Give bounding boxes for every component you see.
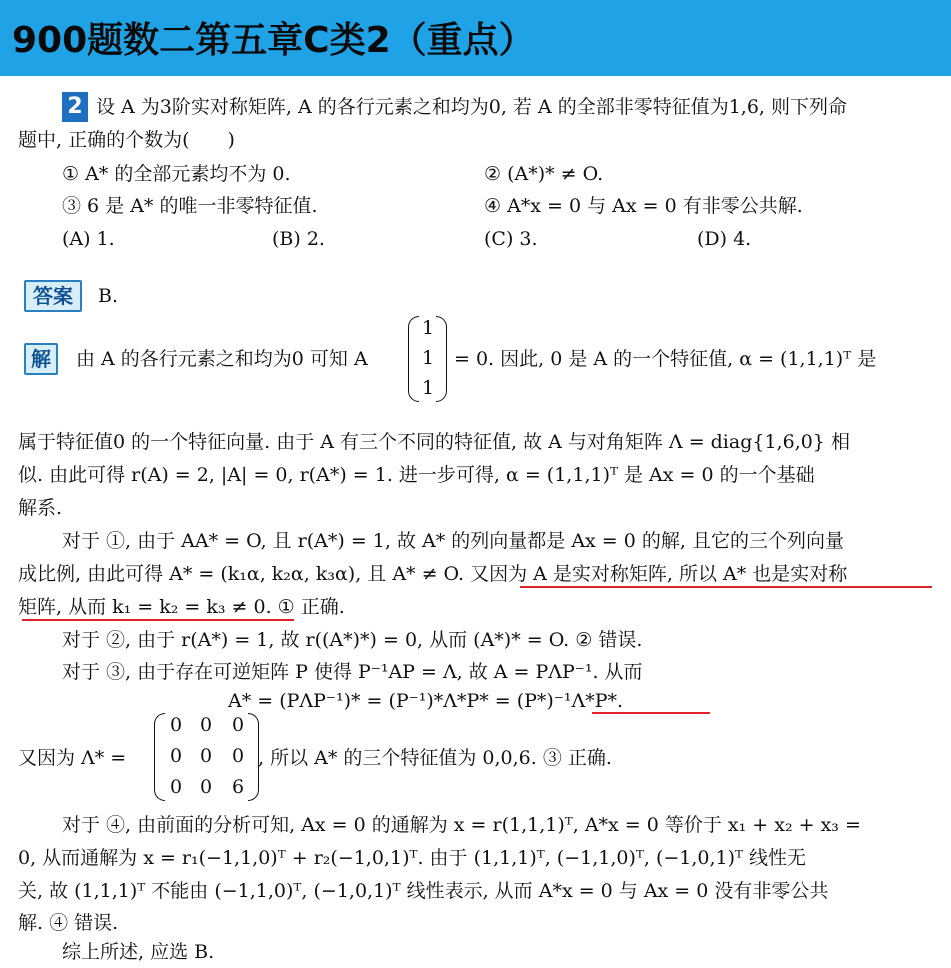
solution-line-1-pre: 由 A 的各行元素之和均为0 可知 A [76,348,368,370]
matrix-cell: 0 [199,776,213,798]
option-4: ④ A*x = 0 与 Ax = 0 有非零公共解. [484,195,803,217]
red-underline-1 [520,586,932,588]
problem-number-badge: 2 [62,92,88,122]
solution-line-13: 0, 从而通解为 x = r₁(−1,1,0)ᵀ + r₂(−1,0,1)ᵀ. 由于 (1,1,1)ᵀ, (−1,1,0)ᵀ, (−1,0,1)ᵀ 线性无 [18,847,807,869]
solution-line-5: 对于 ①, 由于 AA* = O, 且 r(A*) = 1, 故 A* 的列向量都是 Ax = 0 的解, 且它的三个列向量 [62,530,844,552]
header-bar [0,0,951,76]
option-2: ② (A*)* ≠ O. [484,163,604,185]
option-3: ③ 6 是 A* 的唯一非零特征值. [62,195,318,217]
choice-c: (C) 3. [484,228,538,250]
solution-line-12: 对于 ④, 由前面的分析可知, Ax = 0 的通解为 x = r(1,1,1)ᵀ, A*x = 0 等价于 x₁ + x₂ + x₃ = [62,814,861,836]
solution-line-9: 对于 ③, 由于存在可逆矩阵 P 使得 P⁻¹AP = Λ, 故 A = PΛP⁻¹. 从而 [62,661,643,683]
solution-line-11-pre: 又因为 Λ* = [18,747,127,769]
solution-line-8: 对于 ②, 由于 r(A*) = 1, 故 r((A*)*) = 0, 从而 (A*)* = O. ② 错误. [62,629,643,651]
problem-line-1: 设 A 为3阶实对称矩阵, A 的各行元素之和均为0, 若 A 的全部非零特征值为1,6, 则下列命 [96,96,847,118]
matrix-cell: 0 [199,745,213,767]
matrix-cell: 0 [231,745,245,767]
solution-line-1-post: = 0. 因此, 0 是 A 的一个特征值, α = (1,1,1)ᵀ 是 [454,348,877,370]
solution-line-4: 解系. [18,497,63,519]
red-underline-2 [22,619,294,621]
column-vector [408,316,448,404]
page-title: 900题数二第五章C类2（重点） [12,20,535,61]
solution-line-3: 似. 由此可得 r(A) = 2, |A| = 0, r(A*) = 1. 进一步可得, α = (1,1,1)ᵀ 是 Ax = 0 的一个基础 [18,464,815,486]
solution-line-6: 成比例, 由此可得 A* = (k₁α, k₂α, k₃α), 且 A* ≠ O. 又因为 A 是实对称矩阵, 所以 A* 也是实对称 [18,563,848,585]
solution-line-10: A* = (PΛP⁻¹)* = (P⁻¹)*Λ*P* = (P*)⁻¹Λ*P*. [228,690,624,712]
matrix-cell: 0 [169,714,183,736]
matrix-cell: 0 [169,776,183,798]
answer-tag: 答案 [24,280,82,312]
solution-line-11-post: , 所以 A* 的三个特征值为 0,0,6. ③ 正确. [258,747,612,769]
problem-line-2: 题中, 正确的个数为( ) [18,129,235,151]
answer-value: B. [98,285,119,307]
choice-b: (B) 2. [272,228,325,250]
vector-entry: 1 [421,347,435,369]
solution-line-2: 属于特征值0 的一个特征向量. 由于 A 有三个不同的特征值, 故 A 与对角矩阵 Λ = diag{1,6,0} 相 [18,431,850,453]
solution-tag: 解 [24,343,58,375]
matrix-cell: 6 [231,776,245,798]
vector-entry: 1 [421,377,435,399]
choice-a: (A) 1. [62,228,115,250]
choice-d: (D) 4. [697,228,752,250]
matrix-cell: 0 [169,745,183,767]
matrix-cell: 0 [231,714,245,736]
red-underline-3 [592,712,710,714]
solution-line-7: 矩阵, 从而 k₁ = k₂ = k₃ ≠ 0. ① 正确. [18,596,345,618]
diagonal-matrix [154,713,260,803]
vector-entry: 1 [421,317,435,339]
vector-right-paren [436,316,447,402]
matrix-cell: 0 [199,714,213,736]
option-1: ① A* 的全部元素均不为 0. [62,163,291,185]
solution-line-14: 关, 故 (1,1,1)ᵀ 不能由 (−1,1,0)ᵀ, (−1,0,1)ᵀ 线性表示, 从而 A*x = 0 与 Ax = 0 没有非零公共 [18,880,829,902]
solution-line-16: 综上所述, 应选 B. [62,941,215,963]
solution-line-15: 解. ④ 错误. [18,912,119,934]
